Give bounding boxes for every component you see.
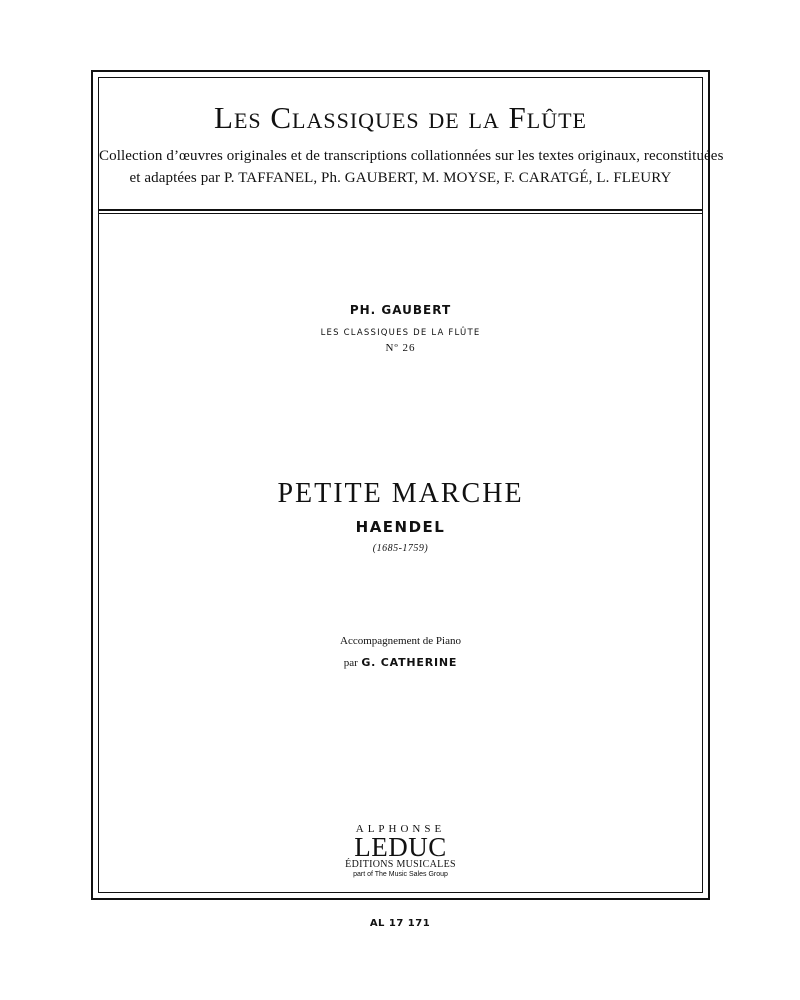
editor-name: PH. GAUBERT xyxy=(349,303,452,317)
accompaniment-label: Accompagnement de Piano xyxy=(340,635,461,647)
publisher-logo xyxy=(99,823,702,879)
publisher-name: LEDUC xyxy=(354,832,447,862)
series-header xyxy=(99,78,724,211)
publisher-group: part of The Music Sales Group xyxy=(353,871,448,878)
header-divider xyxy=(99,213,702,214)
publisher-first-name: ALPHONSE xyxy=(355,823,446,835)
series-number: Nº 26 xyxy=(385,342,416,354)
collection-description-line-1: Collection d’œuvres originales et de transcriptions collationnées sur les textes originaux, reconstituées xyxy=(99,148,724,164)
collection-description-line-2: et adaptées par P. TAFFANEL, Ph. GAUBERT, M. MOYSE, F. CARATGÉ, L. FLEURY xyxy=(129,170,672,186)
arranger-name: G. CATHERINE xyxy=(361,656,458,669)
publisher-subtitle: ÉDITIONS MUSICALES xyxy=(345,859,456,870)
arranger-line xyxy=(99,656,702,669)
cover-inner-frame xyxy=(98,77,724,893)
cover-frame xyxy=(91,70,724,900)
composer-name: HAENDEL xyxy=(355,518,446,536)
series-name-small: LES CLASSIQUES DE LA FLÛTE xyxy=(320,328,481,338)
composer-dates: (1685-1759) xyxy=(372,543,429,554)
catalog-number: AL 17 171 xyxy=(369,918,431,929)
work-title: PETITE MARCHE xyxy=(277,478,524,509)
series-title: Les Classiques de la Flûte xyxy=(214,100,587,135)
arranger-prefix: par xyxy=(343,657,358,669)
